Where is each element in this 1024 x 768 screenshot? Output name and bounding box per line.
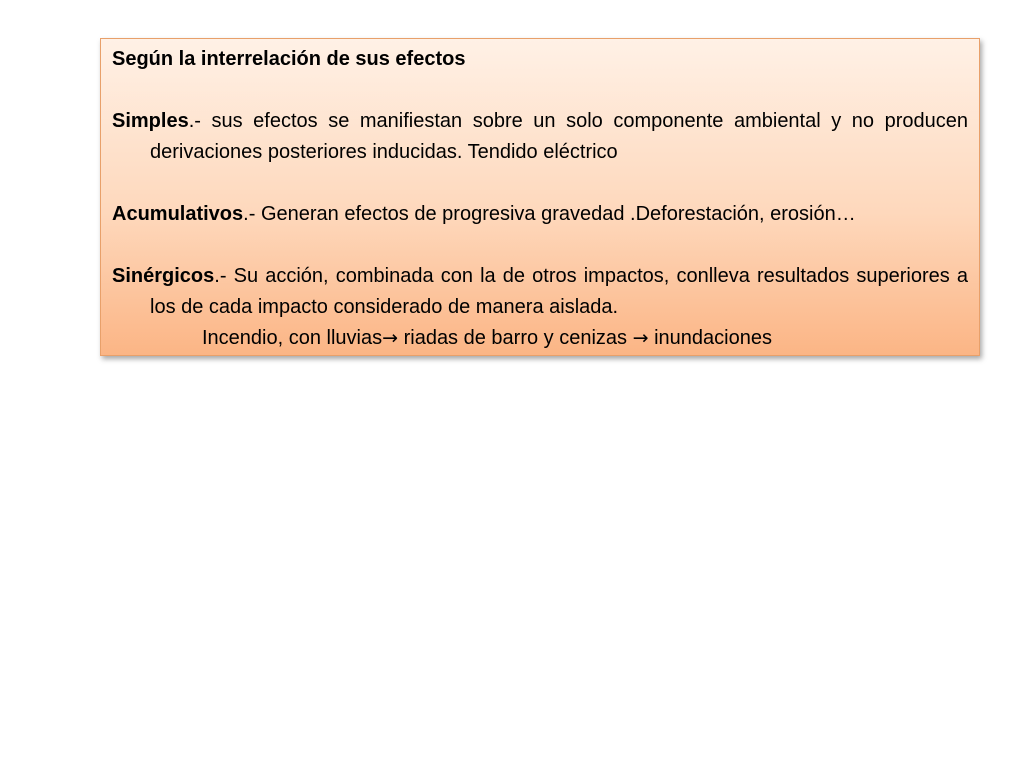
separator: .- (214, 265, 234, 287)
definition-text-acumulativos: Generan efectos de progresiva gravedad .Deforestación, erosión… (260, 203, 856, 225)
definition-text-sinergicos: Su acción, combinada con la de otros impactos, conlleva resultados superiores a los de cada impacto considerado de manera aislada. (150, 265, 969, 318)
arrow-right-icon: → (382, 327, 399, 349)
example-line (112, 323, 968, 354)
definition-text-simples: sus efectos se manifiestan sobre un solo componente ambiental y no producen derivaciones posteriores inducidas. Tendido eléctrico (150, 110, 968, 163)
term-simples: Simples (112, 110, 189, 132)
section-heading: Según la interrelación de sus efectos (112, 48, 466, 70)
arrow-right-icon: → (632, 327, 649, 349)
example-part-inundaciones: inundaciones (648, 327, 772, 349)
definition-sinergicos (112, 261, 968, 323)
definition-acumulativos (112, 199, 968, 230)
term-acumulativos: Acumulativos (112, 203, 244, 225)
separator: .- (243, 203, 261, 225)
example-part-riadas: riadas de barro y cenizas (398, 327, 633, 349)
definition-simples (112, 106, 968, 168)
text-box[interactable] (100, 38, 980, 356)
separator: .- (188, 110, 212, 132)
term-sinergicos: Sinérgicos (112, 265, 215, 287)
example-part-incendio: Incendio, con lluvias (202, 327, 383, 349)
